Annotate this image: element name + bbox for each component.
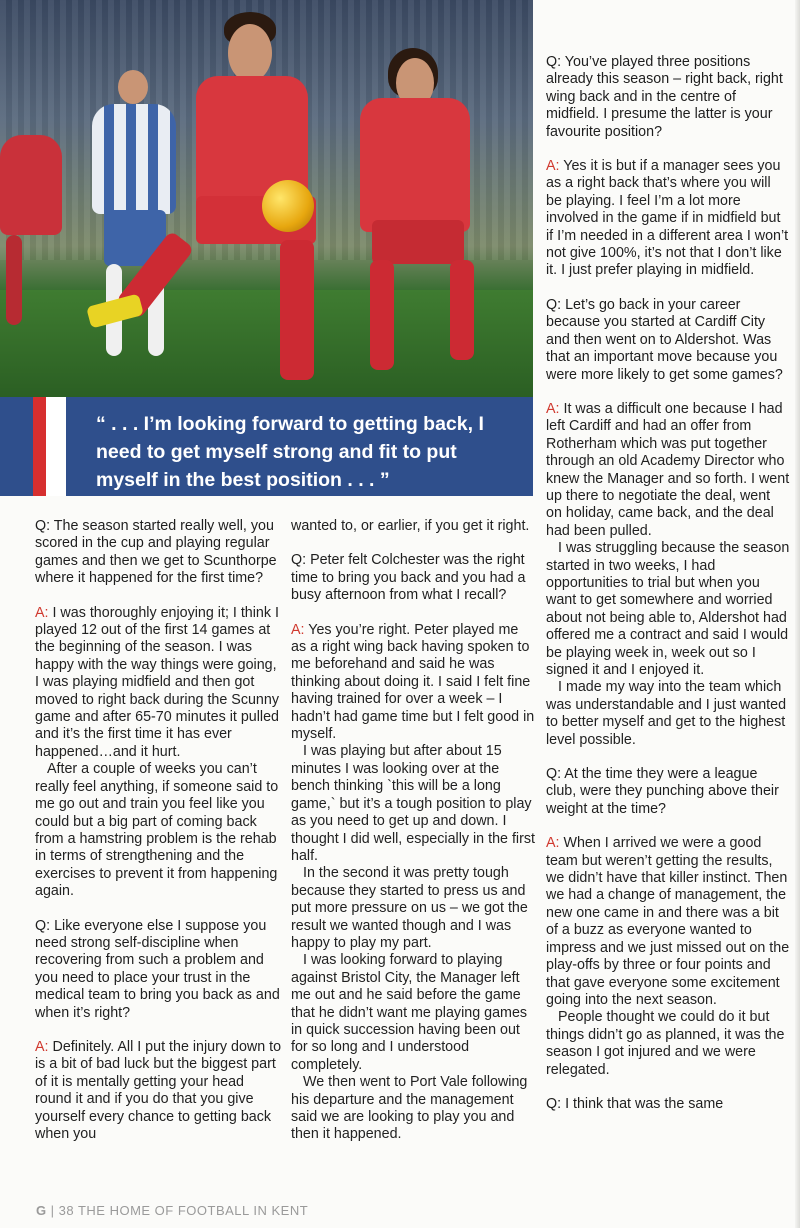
page-footer (36, 1203, 308, 1218)
column-2 (291, 518, 537, 1144)
answer-label: A: (35, 604, 49, 621)
answer: A: Yes you’re right. Peter played me as a right wing back having spoken to me beforehand and said he was thinking about doing it. I said I felt fine having trained for over a week – I hadn’t had game time but I felt good in myself. (291, 621, 535, 743)
teammate-left (0, 135, 62, 235)
answer-paragraph: I was playing but after about 15 minutes I was looking over at the bench thinking `this will be a long game,` but it’s a tough position to play as you need to get up and down. I thought I did well, especially in the first half. (291, 743, 535, 864)
continued-text: wanted to, or earlier, if you get it right. (291, 518, 530, 534)
question: Q: You’ve played three positions already this season – right back, right wing back and in the centre of midfield. I presume the latter is your favourite position? (546, 54, 783, 140)
answer-paragraph: I made my way into the team which was understandable and I just wanted to better myself and get to the highest level possible. (546, 679, 787, 748)
match-photo (0, 0, 533, 397)
answer-paragraph: After a couple of weeks you can’t really feel anything, if someone said to me go out and train you feel like you could but a big part of coming back from a hamstring problem is the rehab in terms of strengthening and the exercises to prevent it from happening again. (35, 761, 279, 900)
answer-label: A: (546, 400, 560, 417)
question: Q: The season started really well, you scored in the cup and playing regular games and then we get to Scunthorpe where it happened for the first time? (35, 518, 277, 587)
answer-label: A: (35, 1038, 49, 1055)
page-edge (795, 0, 800, 1228)
pull-quote: “ . . . I’m looking forward to getting back, I need to get myself strong and fit to put myself in the best position . . . ” (96, 413, 484, 491)
answer-label: A: (546, 835, 560, 852)
answer-paragraph: In the second it was pretty tough because they started to press us and put more pressure on us – we got the result we wanted though and I was happy to play my part. (291, 865, 528, 951)
question: Q: Let’s go back in your career because you started at Cardiff City and then went on to Aldershot. Was that an important move because you were more likely to get some games? (546, 296, 783, 383)
column-1 (35, 518, 283, 1143)
white-stripe (46, 397, 66, 496)
answer: A: It was a difficult one because I had left Cardiff and had an offer from Rotherham which was put together through an old Academy Director who knew the Manager and so forth. I went up there to negotiate the deal, went on holiday, came back, and the deal had been pulled. (546, 400, 790, 539)
club-logo-icon: G (36, 1203, 47, 1218)
answer: A: Definitely. All I put the injury down to is a bit of bad luck but the biggest part of it is mentally getting your head round it and if you do that you give yourself every chance to getting back when you (35, 1038, 282, 1142)
answer-paragraph: People thought we could do it but things didn’t go as planned, it was the season I got injured and we were relegated. (546, 1009, 785, 1078)
question: Q: I think that was the same (546, 1095, 724, 1112)
answer: A: I was thoroughly enjoying it; I think I played 12 out of the first 14 games at the beginning of the season. I was happy with the way things were going, I was playing midfield and then got moved to right back during the Scunny game and after 65-70 minutes it pulled and it’s the first time it has ever happened…and it hurt. (35, 604, 279, 760)
answer-paragraph: We then went to Port Vale following his departure and the management said we are looking to play you and then it happened. (291, 1074, 528, 1143)
column-3 (546, 54, 790, 1113)
answer-label: A: (546, 158, 560, 175)
answer-label: A: (291, 621, 305, 638)
question: Q: At the time they were a league club, were they punching above their weight at the time? (546, 766, 779, 817)
answer-paragraph: I was struggling because the season started in two weeks, I had opportunities to trial but when you want to get somewhere and worried about not being able to, Aldershot had offered me a contract and said I would be playing week in, week out so I signed it and I enjoyed it. (546, 540, 790, 678)
answer: A: When I arrived we were a good team but weren’t getting the results, we didn’t have that killer instinct. Then we had a change of management, the new one came in and there was a bit of a buzz as everyone wanted to impress and we just missed out on the play-offs by three or four points and that gave everyone some excitement going into the next season. (546, 835, 790, 1008)
red-stripe (33, 397, 46, 496)
question: Q: Like everyone else I suppose you need strong self-discipline when recovering from such a problem and you need to place your trust in the medical team to bring you back as and when it’s right? (35, 917, 280, 1021)
answer: A: Yes it is but if a manager sees you as a right back that’s where you will be playing. I feel I’m a lot more involved in the game if in midfield but if I’m needed in a different area I won’t not give 100%, it’s not that I don’t like it. I just prefer playing in midfield. (546, 158, 789, 279)
footer-text: | 38 THE HOME OF FOOTBALL IN KENT (50, 1203, 309, 1218)
football (262, 180, 314, 232)
answer-paragraph: I was looking forward to playing against Bristol City, the Manager left me out and he said before the game that he didn’t want me playing games in quick succession having been out for so long and I understood completely. (291, 952, 528, 1073)
question: Q: Peter felt Colchester was the right time to bring you back and you had a busy afternoon from what I recall? (291, 552, 526, 604)
